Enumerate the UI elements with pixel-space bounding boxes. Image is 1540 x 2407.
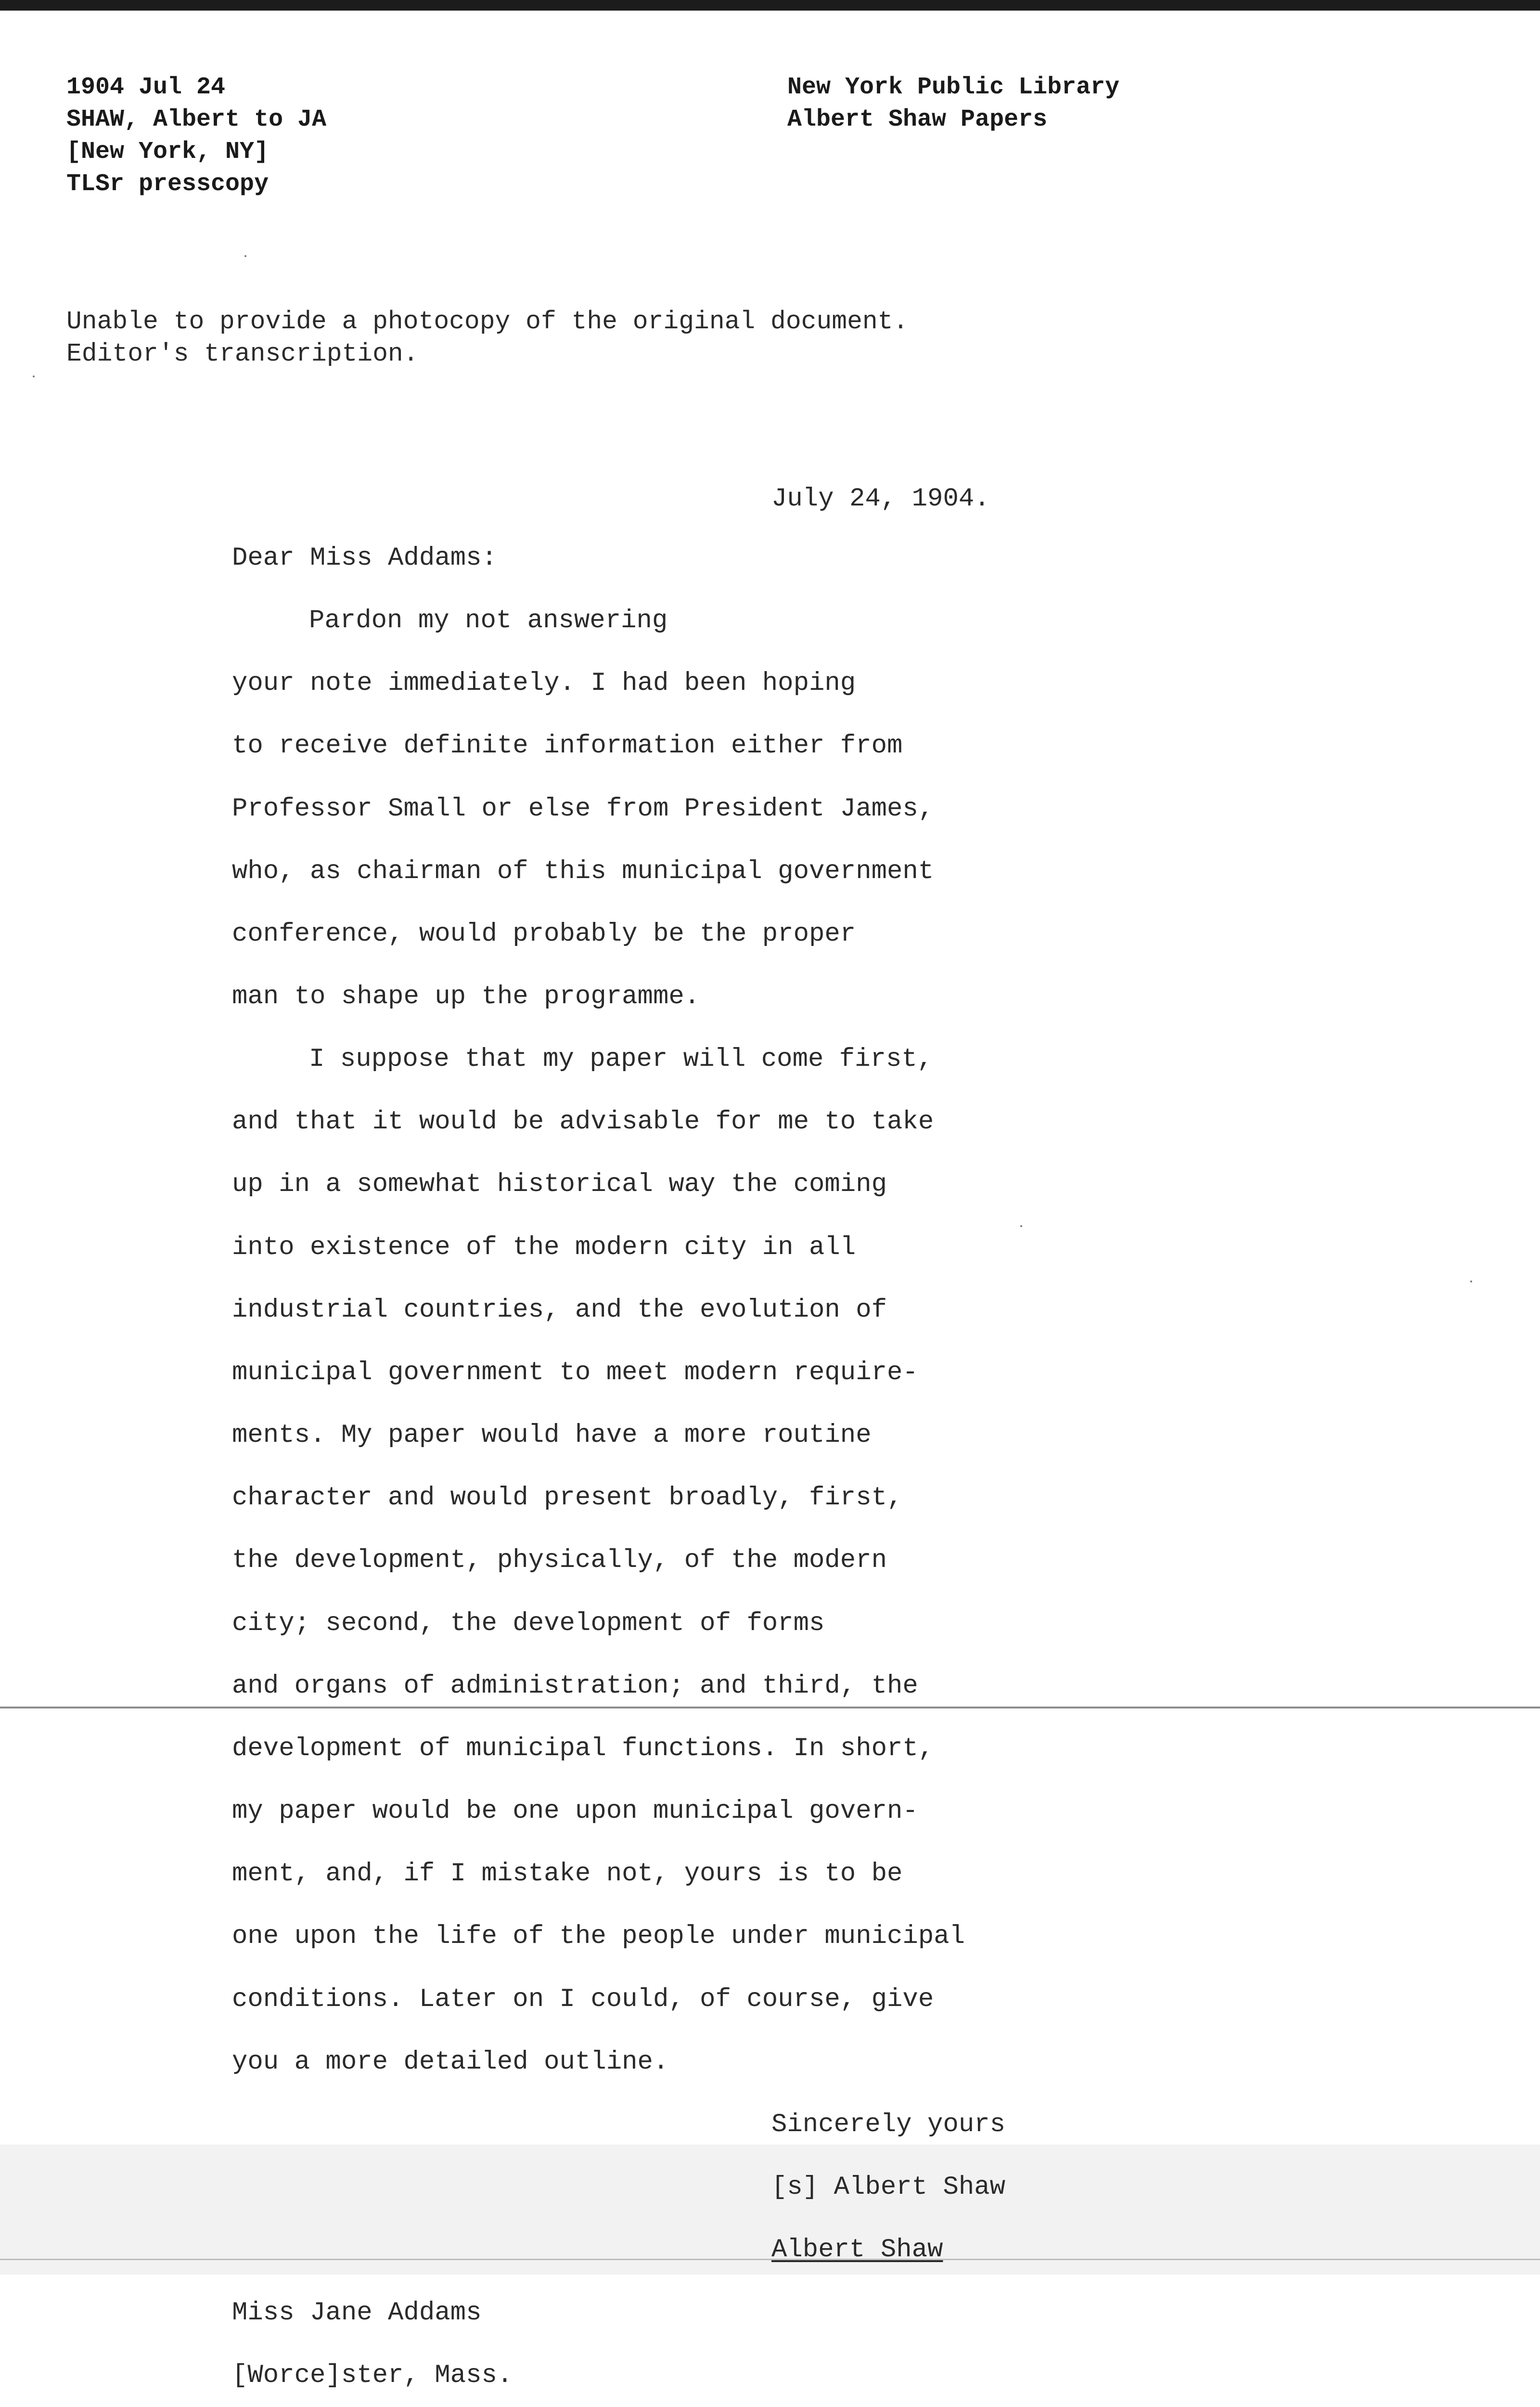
paragraph-line: conference, would probably be the proper: [232, 919, 856, 949]
addressee-place: [Worce]ster, Mass.: [232, 2361, 513, 2390]
paragraph-line: your note immediately. I had been hoping: [232, 669, 856, 698]
paragraph-line: Pardon my not answering: [309, 606, 668, 635]
paragraph-line: into existence of the modern city in all: [232, 1233, 856, 1262]
paragraph-line: and organs of administration; and third, the: [232, 1671, 918, 1701]
editor-note: [66, 306, 908, 370]
header-collection: Albert Shaw Papers: [787, 106, 1048, 133]
paragraph-line: you a more detailed outline.: [232, 2047, 669, 2077]
paragraph-line: Professor Small or else from President James,: [232, 794, 934, 824]
header-doc-type: TLSr presscopy: [66, 170, 269, 198]
paragraph-line: man to shape up the programme.: [232, 982, 700, 1011]
header-repository: New York Public Library: [787, 74, 1120, 101]
paragraph-line: one upon the life of the people under municipal: [232, 1922, 965, 1951]
paragraph-line: to receive definite information either from: [232, 731, 903, 761]
archive-header-left: [66, 71, 326, 200]
paragraph-line: ment, and, if I mistake not, yours is to be: [232, 1859, 903, 1889]
scan-top-edge: [0, 0, 1540, 11]
paragraph-line: ments. My paper would have a more routine: [232, 1421, 872, 1450]
typed-name: Albert Shaw: [771, 2235, 943, 2265]
header-place: [New York, NY]: [66, 138, 269, 166]
paragraph-line: who, as chairman of this municipal government: [232, 857, 934, 886]
editor-note-line: Editor's transcription.: [66, 339, 419, 368]
archive-header-right: [787, 71, 1119, 136]
salutation: Dear Miss Addams:: [232, 544, 497, 573]
addressee-name: Miss Jane Addams: [232, 2298, 482, 2328]
paragraph-line: the development, physically, of the modern: [232, 1546, 887, 1575]
signature: [s] Albert Shaw: [771, 2173, 1006, 2202]
scan-speck: [1020, 1225, 1022, 1227]
closing: Sincerely yours: [771, 2110, 1006, 2139]
page-seam-line: [0, 2259, 1540, 2260]
header-date: 1904 Jul 24: [66, 74, 226, 101]
letter-date: July 24, 1904.: [771, 484, 990, 514]
paragraph-line: character and would present broadly, first,: [232, 1483, 903, 1513]
scan-speck: [1470, 1281, 1472, 1282]
paragraph-line: and that it would be advisable for me to take: [232, 1107, 934, 1137]
paragraph-line: industrial countries, and the evolution of: [232, 1295, 887, 1325]
paragraph-line: municipal government to meet modern require-: [232, 1358, 918, 1387]
paragraph-line: development of municipal functions. In short,: [232, 1734, 934, 1763]
paragraph-line: up in a somewhat historical way the coming: [232, 1170, 887, 1199]
scan-speck: [33, 375, 35, 377]
scan-speck: [244, 255, 246, 257]
header-correspondents: SHAW, Albert to JA: [66, 106, 327, 133]
page-seam-line: [0, 1707, 1540, 1708]
paragraph-line: conditions. Later on I could, of course, give: [232, 1985, 934, 2014]
paragraph-line: I suppose that my paper will come first,: [309, 1045, 933, 1074]
paragraph-line: city; second, the development of forms: [232, 1609, 825, 1638]
paragraph-line: my paper would be one upon municipal govern-: [232, 1797, 918, 1826]
scan-band: [0, 2145, 1540, 2275]
editor-note-line: Unable to provide a photocopy of the original document.: [66, 307, 909, 336]
